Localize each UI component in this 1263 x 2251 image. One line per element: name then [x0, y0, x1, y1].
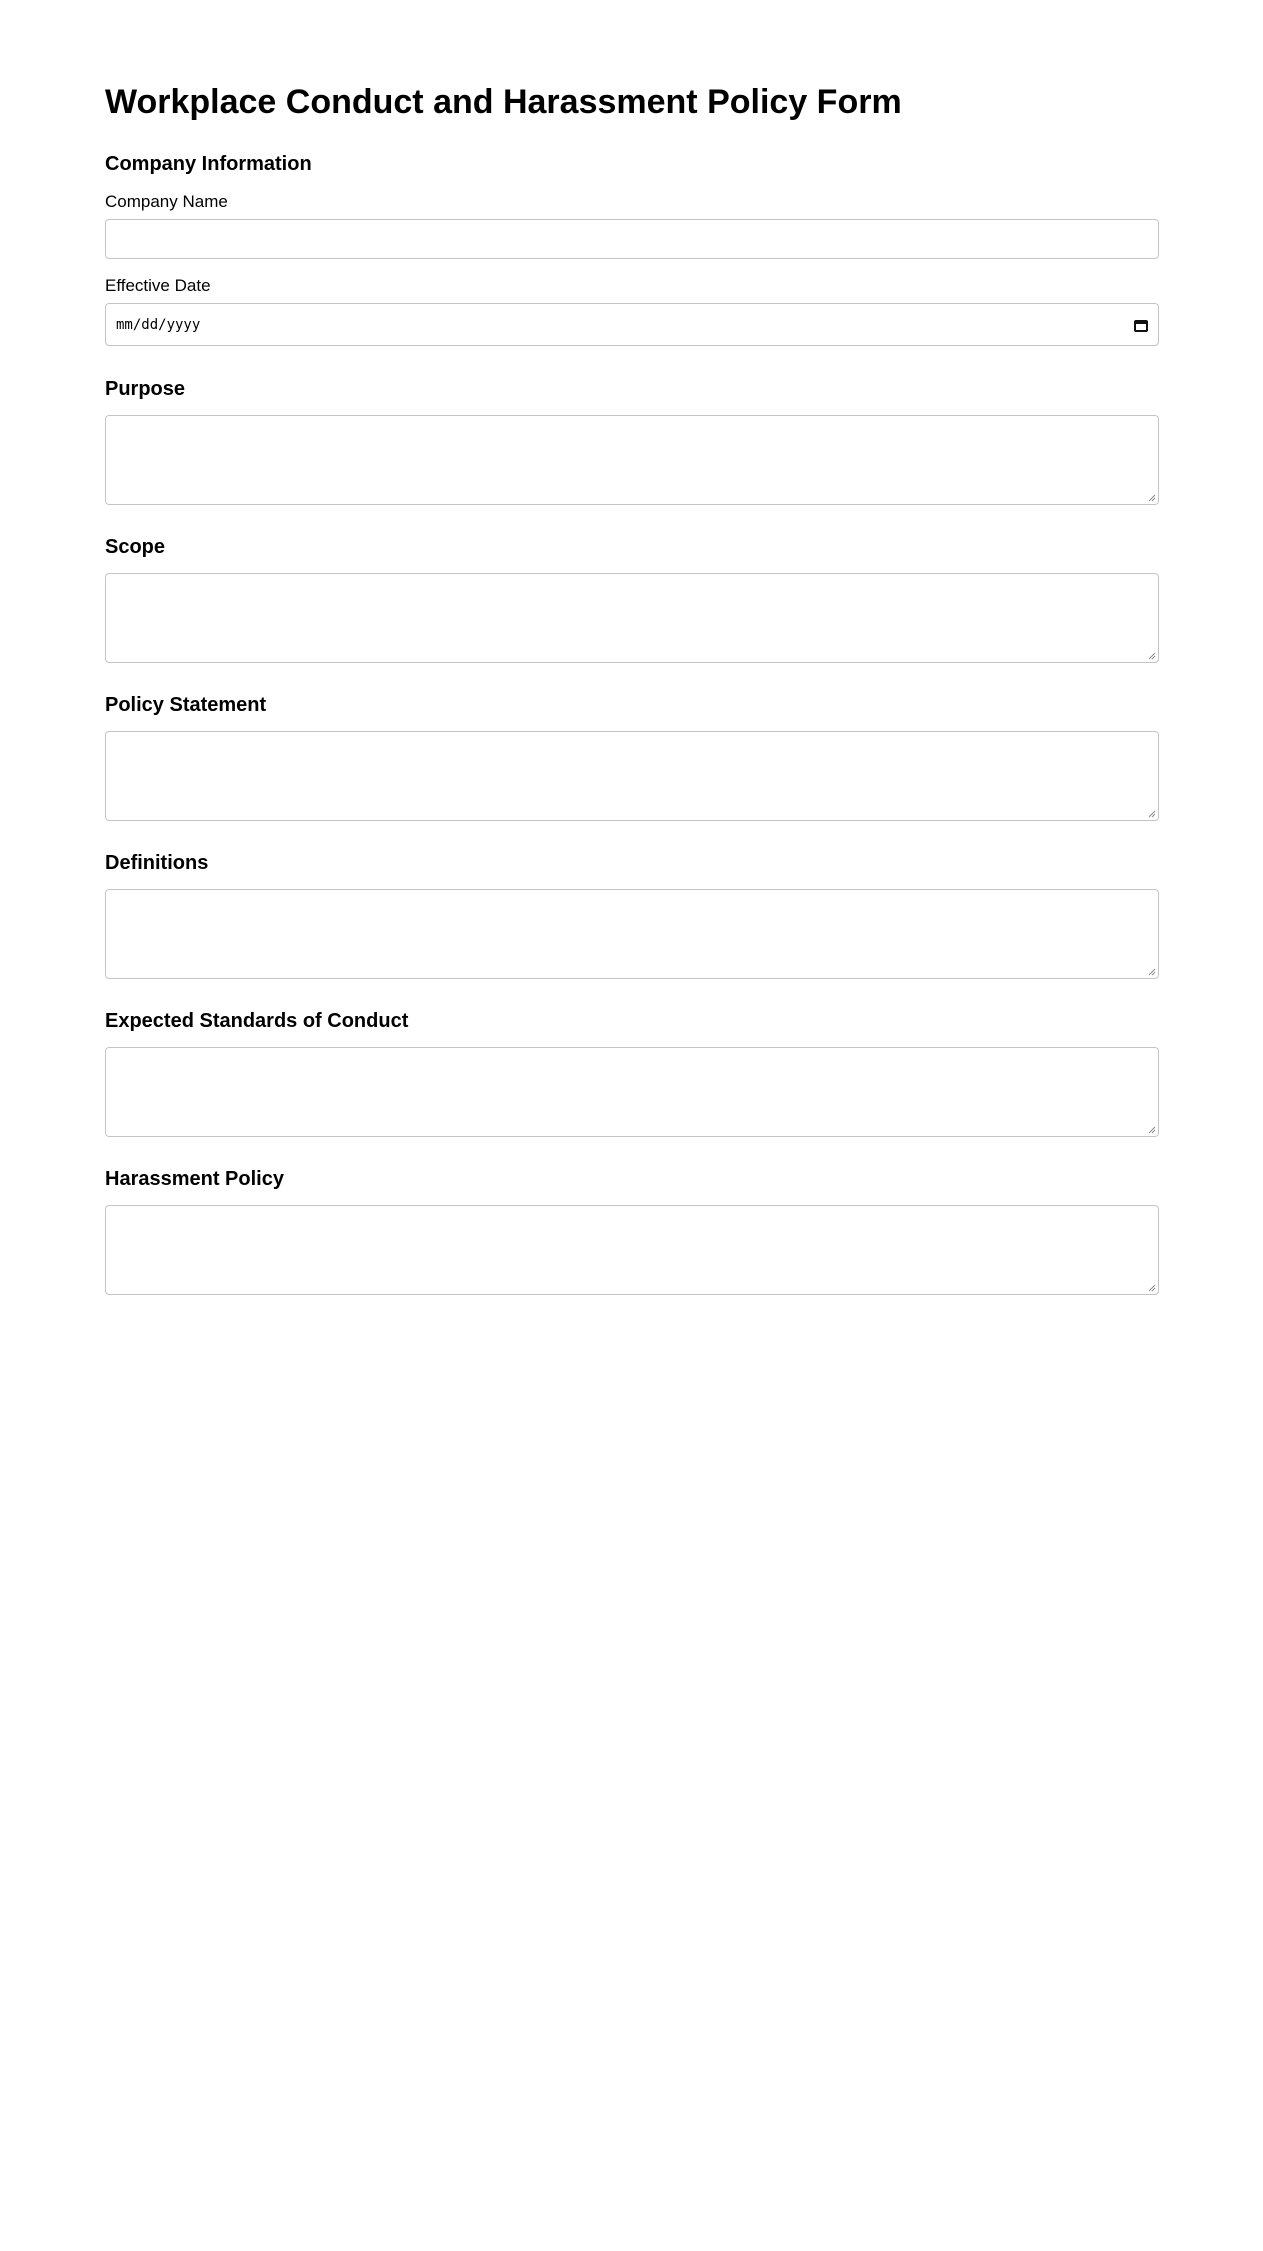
policy-statement-textarea[interactable]: [105, 731, 1159, 821]
resize-grip-icon[interactable]: [1147, 651, 1156, 660]
effective-date-input[interactable]: [105, 303, 1159, 346]
expected-standards-heading: Expected Standards of Conduct: [105, 1010, 409, 1032]
harassment-policy-textarea[interactable]: [105, 1205, 1159, 1295]
policy-statement-heading: Policy Statement: [105, 694, 267, 716]
company-name-label: Company Name: [105, 192, 228, 211]
calendar-icon[interactable]: [1134, 318, 1148, 332]
expected-standards-textarea[interactable]: [105, 1047, 1159, 1137]
definitions-textarea[interactable]: [105, 889, 1159, 979]
resize-grip-icon[interactable]: [1147, 967, 1156, 976]
company-information-heading: Company Information: [105, 153, 312, 175]
harassment-policy-heading: Harassment Policy: [105, 1168, 284, 1190]
definitions-heading: Definitions: [105, 852, 209, 874]
effective-date-label: Effective Date: [105, 276, 211, 295]
resize-grip-icon[interactable]: [1147, 493, 1156, 502]
effective-date-placeholder: mm/dd/yyyy: [116, 316, 201, 333]
purpose-heading: Purpose: [105, 378, 186, 400]
company-name-input[interactable]: [105, 219, 1159, 259]
resize-grip-icon[interactable]: [1147, 1283, 1156, 1292]
resize-grip-icon[interactable]: [1147, 809, 1156, 818]
resize-grip-icon[interactable]: [1147, 1125, 1156, 1134]
scope-heading: Scope: [105, 536, 166, 558]
scope-textarea[interactable]: [105, 573, 1159, 663]
page-title: Workplace Conduct and Harassment Policy Form: [105, 83, 902, 121]
purpose-textarea[interactable]: [105, 415, 1159, 505]
